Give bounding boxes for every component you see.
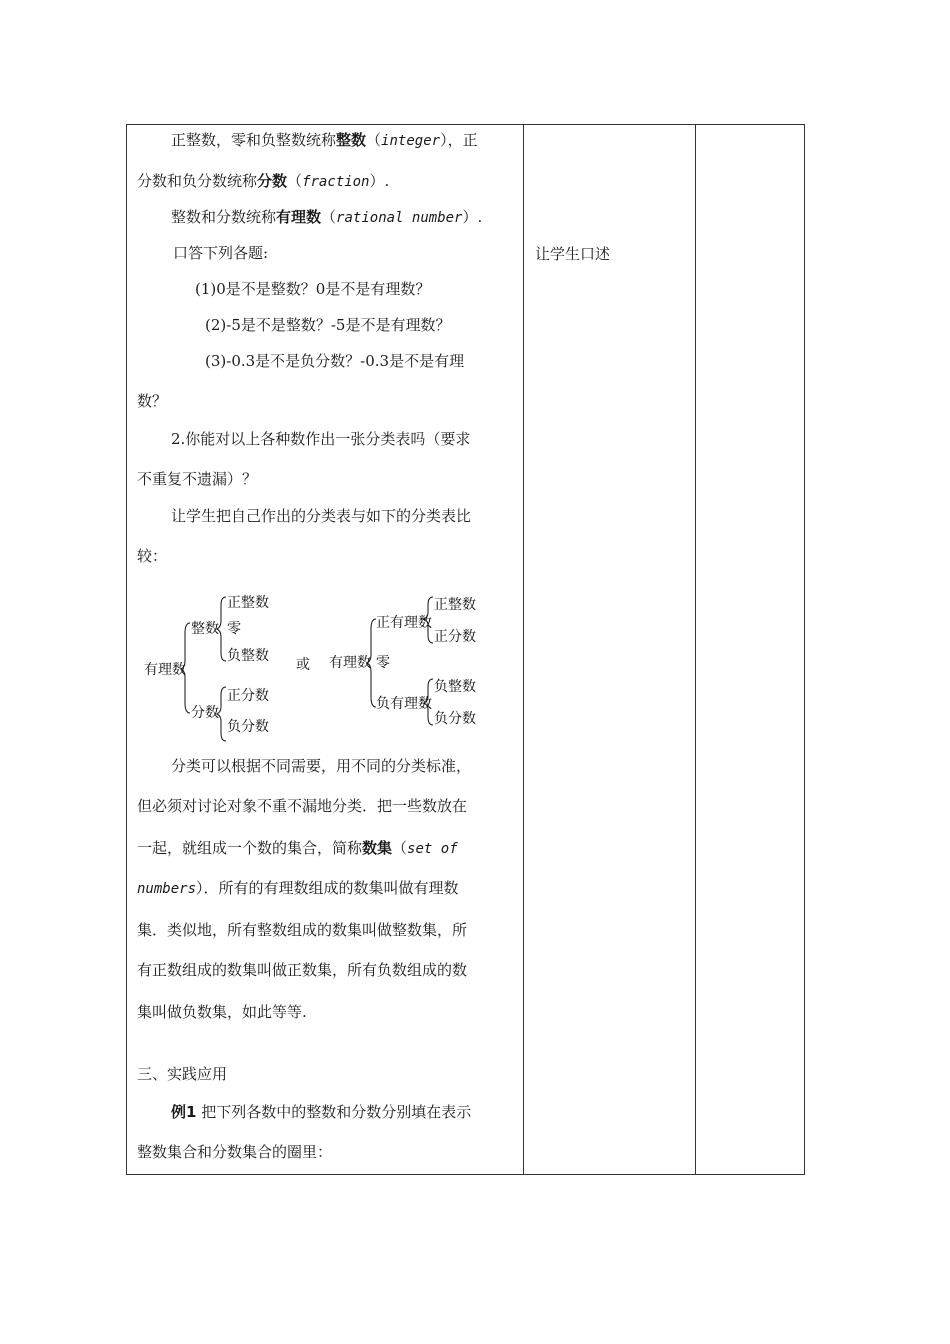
diagram-right-neg-int: 负整数	[434, 679, 476, 695]
diagram-right-pos-int: 正整数	[434, 597, 476, 613]
paragraph-line-7: 但必须对讨论对象不重不漏地分类．把一些数放在	[137, 797, 468, 815]
diagram-left-pos-frac: 正分数	[227, 688, 269, 704]
column-divider	[695, 125, 696, 1174]
paragraph-compare-cont: 较：	[137, 547, 168, 565]
diagram-left-zero: 零	[227, 621, 241, 637]
example-label: 例1	[171, 1103, 197, 1121]
term-integer: 整数	[336, 131, 367, 149]
diagram-right-pos-frac: 正分数	[434, 629, 476, 645]
diagram-left-pos-int: 正整数	[227, 595, 269, 611]
paragraph-compare: 让学生把自己作出的分类表与如下的分类表比	[171, 507, 472, 525]
teaching-note: 让学生口述	[535, 245, 611, 263]
diagram-right-zero: 零	[376, 655, 390, 671]
question-1: (1)0是不是整数？0是不是有理数？	[195, 280, 431, 298]
term-rational: 有理数	[276, 208, 322, 226]
paragraph-classification-note: 分类可以根据不同需要，用不同的分类标准，	[171, 757, 472, 775]
paragraph-number-set: 一起，就组成一个数的集合，简称数集（set of	[137, 839, 458, 857]
paragraph-fraction-definition: 分数和负分数统称分数（fraction）.	[137, 172, 390, 190]
question-3: (3)-0.3是不是负分数？-0.3是不是有理	[205, 352, 465, 370]
paragraph-rational-definition: 整数和分数统称有理数（rational number）.	[171, 208, 483, 226]
diagram-left-root: 有理数	[144, 662, 186, 678]
term-fraction: 分数	[257, 172, 288, 190]
column-divider	[523, 125, 524, 1174]
question-2: (2)-5是不是整数？-5是不是有理数？	[205, 316, 451, 334]
diagram-left-frac: 分数	[191, 705, 219, 721]
diagram-or: 或	[296, 657, 310, 673]
classification-diagram	[138, 585, 478, 745]
diagram-right-neg-frac: 负分数	[434, 711, 476, 727]
diagram-left-neg-frac: 负分数	[227, 719, 269, 735]
question-3-cont: 数？	[137, 392, 168, 410]
example-1: 例1 把下列各数中的整数和分数分别填在表示	[171, 1103, 472, 1121]
example-1-cont: 整数集合和分数集合的圈里：	[137, 1143, 333, 1161]
paragraph-line-10: 集．类似地，所有整数组成的数集叫做整数集，所	[137, 921, 468, 939]
diagram-left-neg-int: 负整数	[227, 648, 269, 664]
diagram-right-neg: 负有理数	[376, 696, 432, 712]
term-number-set: 数集	[362, 839, 393, 857]
paragraph-line-9: numbers）．所有的有理数组成的数集叫做有理数	[137, 879, 459, 897]
paragraph-classification: 2.你能对以上各种数作出一张分类表吗（要求	[171, 430, 471, 448]
paragraph-classification-cont: 不重复不遗漏）？	[137, 470, 258, 488]
paragraph-integer-definition: 正整数，零和负整数统称整数（integer），正	[171, 131, 478, 149]
diagram-right-root: 有理数	[329, 655, 371, 671]
diagram-left-int: 整数	[191, 621, 219, 637]
diagram-right-pos: 正有理数	[376, 615, 432, 631]
paragraph-line-12: 集叫做负数集，如此等等.	[137, 1003, 307, 1021]
question-title: 口答下列各题:	[173, 244, 269, 262]
section-heading: 三、实践应用	[137, 1065, 228, 1083]
paragraph-line-11: 有正数组成的数集叫做正数集，所有负数组成的数	[137, 961, 468, 979]
